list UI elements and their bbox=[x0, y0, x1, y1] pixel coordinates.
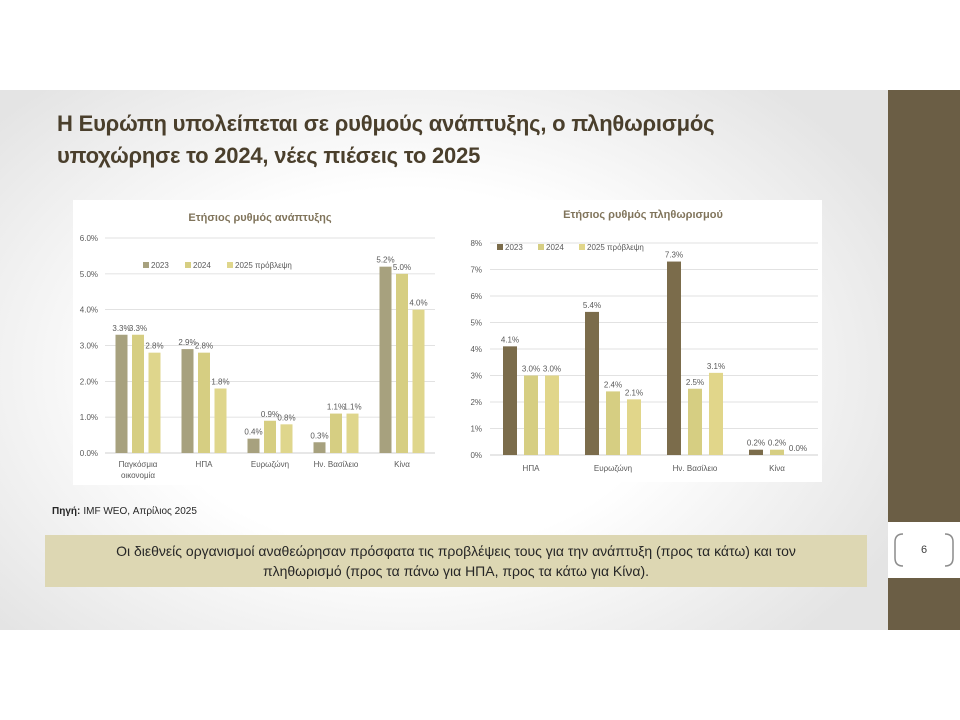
growth-chart bbox=[73, 200, 437, 485]
inflation-ytick-label-4: 4% bbox=[470, 345, 482, 354]
growth-bar-s2-c2 bbox=[281, 424, 293, 453]
inflation-ytick-label-1: 1% bbox=[470, 424, 482, 434]
growth-legend-label-2: 2025 πρόβλεψη bbox=[235, 261, 292, 270]
inflation-data-label-s2-c2: 3.1% bbox=[706, 361, 726, 371]
growth-bar-s2-c1 bbox=[215, 389, 227, 454]
growth-data-label-s0-c4: 5.2% bbox=[376, 255, 395, 265]
growth-data-label-s0-c0: 3.3% bbox=[112, 323, 131, 333]
growth-legend-swatch-1 bbox=[185, 262, 191, 268]
inflation-data-label-s2-c3: 0.0% bbox=[788, 444, 808, 453]
inflation-category-label-0: ΗΠΑ bbox=[522, 464, 540, 473]
inflation-legend-label-0: 2023 bbox=[505, 243, 523, 252]
growth-bar-s0-c4 bbox=[380, 267, 392, 453]
inflation-legend-swatch-1 bbox=[538, 244, 544, 250]
growth-data-label-s1-c0: 3.3% bbox=[128, 323, 148, 333]
page-number-area bbox=[888, 522, 960, 578]
growth-ytick-label-6: 6.0% bbox=[79, 234, 98, 243]
inflation-data-label-s1-c0: 3.0% bbox=[521, 364, 541, 374]
inflation-ytick-label-3: 3% bbox=[470, 371, 482, 381]
growth-category-label-0: Παγκόσμια οικονομία bbox=[118, 460, 158, 480]
inflation-bar-s1-c2 bbox=[688, 389, 702, 455]
growth-bar-s1-c0 bbox=[132, 335, 144, 453]
growth-ytick-label-0: 0.0% bbox=[79, 449, 98, 458]
inflation-legend-swatch-2 bbox=[579, 244, 585, 250]
inflation-bar-s2-c1 bbox=[627, 399, 641, 455]
growth-data-label-s2-c3: 1.1% bbox=[343, 402, 362, 412]
growth-data-label-s0-c1: 2.9% bbox=[178, 338, 197, 348]
inflation-ytick-label-6: 6% bbox=[470, 292, 482, 301]
inflation-category-label-2: Ην. Βασίλειο bbox=[672, 464, 718, 473]
inflation-data-label-s2-c0: 3.0% bbox=[542, 364, 562, 374]
growth-data-label-s1-c2: 0.9% bbox=[260, 409, 280, 419]
growth-bar-s2-c4 bbox=[413, 310, 425, 453]
growth-category-label-2: Ευρωζώνη bbox=[250, 460, 290, 469]
source-text: IMF WEO, Απρίλιος 2025 bbox=[83, 506, 197, 517]
growth-ytick-label-5: 5.0% bbox=[79, 269, 98, 279]
growth-data-label-s1-c4: 5.0% bbox=[392, 262, 412, 272]
inflation-ytick-label-2: 2% bbox=[470, 398, 482, 407]
growth-ytick-label-2: 2.0% bbox=[79, 377, 98, 387]
growth-data-label-s2-c2: 0.8% bbox=[277, 413, 296, 423]
growth-data-label-s1-c3: 1.1% bbox=[326, 402, 346, 412]
growth-chart-svg bbox=[73, 200, 437, 485]
callout-line-2: πληθωρισμό (προς τα πάνω για ΗΠΑ, προς τα κάτω για Κίνα). bbox=[262, 563, 650, 579]
growth-bar-s1-c2 bbox=[264, 421, 276, 453]
inflation-chart-svg bbox=[458, 200, 822, 482]
inflation-bar-s0-c3 bbox=[749, 450, 763, 455]
inflation-ytick-label-7: 7% bbox=[470, 265, 482, 275]
growth-bar-s2-c3 bbox=[347, 414, 359, 453]
inflation-legend-label-2: 2025 πρόβλεψη bbox=[587, 243, 644, 252]
inflation-ytick-label-0: 0% bbox=[470, 451, 482, 460]
growth-legend-label-0: 2023 bbox=[151, 261, 169, 270]
inflation-bar-s0-c0 bbox=[503, 346, 517, 455]
growth-category-label-1: ΗΠΑ bbox=[195, 460, 213, 469]
page-number: 6 bbox=[920, 544, 928, 556]
inflation-bar-s0-c2 bbox=[667, 262, 681, 455]
inflation-legend-label-1: 2024 bbox=[546, 243, 564, 252]
growth-chart-title: Ετήσιος ρυθμός ανάπτυξης bbox=[188, 212, 332, 224]
inflation-data-label-s1-c2: 2.5% bbox=[685, 377, 705, 387]
growth-ytick-label-3: 3.0% bbox=[79, 341, 98, 351]
growth-data-label-s2-c0: 2.8% bbox=[145, 341, 164, 351]
source-label: Πηγή: bbox=[52, 506, 81, 517]
growth-data-label-s1-c1: 2.8% bbox=[194, 341, 214, 351]
inflation-chart bbox=[458, 200, 822, 482]
inflation-data-label-s2-c1: 2.1% bbox=[624, 388, 644, 398]
inflation-ytick-label-5: 5% bbox=[470, 318, 482, 328]
callout-box bbox=[45, 535, 867, 587]
inflation-bar-s1-c1 bbox=[606, 391, 620, 455]
source-note bbox=[52, 506, 197, 517]
growth-bar-s1-c1 bbox=[198, 353, 210, 453]
callout-line-1: Οι διεθνείς οργανισμοί αναθεώρησαν πρόσφατα τις προβλέψεις τους για την ανάπτυξη (προς τα κάτω) και τον bbox=[116, 543, 796, 559]
inflation-data-label-s0-c0: 4.1% bbox=[500, 335, 520, 345]
growth-bar-s0-c1 bbox=[182, 349, 194, 453]
slide-title-line-2: υποχώρησε το 2024, νέες πιέσεις το 2025 bbox=[57, 143, 481, 168]
inflation-data-label-s0-c3: 0.2% bbox=[746, 438, 766, 448]
growth-ytick-label-4: 4.0% bbox=[79, 305, 98, 315]
inflation-data-label-s0-c2: 7.3% bbox=[664, 250, 684, 260]
growth-bar-s2-c0 bbox=[149, 353, 161, 453]
growth-legend-swatch-0 bbox=[143, 262, 149, 268]
inflation-chart-title: Ετήσιος ρυθμός πληθωρισμού bbox=[563, 209, 723, 221]
inflation-data-label-s0-c1: 5.4% bbox=[582, 300, 602, 310]
growth-data-label-s0-c3: 0.3% bbox=[310, 431, 329, 441]
inflation-ytick-label-8: 8% bbox=[470, 239, 482, 248]
growth-bar-s1-c4 bbox=[396, 274, 408, 453]
growth-bar-s0-c0 bbox=[116, 335, 128, 453]
inflation-bar-s2-c2 bbox=[709, 373, 723, 455]
inflation-legend-swatch-0 bbox=[497, 244, 503, 250]
growth-bar-s0-c3 bbox=[314, 442, 326, 453]
growth-data-label-s0-c2: 0.4% bbox=[244, 427, 263, 437]
inflation-category-label-3: Κίνα bbox=[769, 464, 785, 473]
slide-title bbox=[57, 108, 714, 172]
growth-bar-s0-c2 bbox=[248, 439, 260, 453]
growth-ytick-label-1: 1.0% bbox=[79, 413, 98, 423]
growth-data-label-s2-c4: 4.0% bbox=[409, 298, 428, 308]
inflation-data-label-s1-c1: 2.4% bbox=[603, 380, 623, 390]
inflation-bar-s0-c1 bbox=[585, 312, 599, 455]
growth-category-label-3: Ην. Βασίλειο bbox=[313, 460, 359, 469]
growth-category-label-4: Κίνα bbox=[394, 460, 410, 469]
inflation-data-label-s1-c3: 0.2% bbox=[767, 438, 787, 448]
inflation-category-label-1: Ευρωζώνη bbox=[593, 464, 633, 473]
growth-legend-swatch-2 bbox=[227, 262, 233, 268]
inflation-bar-s2-c0 bbox=[545, 376, 559, 456]
growth-legend-label-1: 2024 bbox=[193, 261, 211, 270]
slide-title-line-1: Η Ευρώπη υπολείπεται σε ρυθμούς ανάπτυξης, ο πληθωρισμός bbox=[57, 111, 715, 136]
inflation-bar-s1-c3 bbox=[770, 450, 784, 455]
growth-data-label-s2-c1: 1.8% bbox=[211, 377, 230, 387]
inflation-bar-s1-c0 bbox=[524, 376, 538, 456]
growth-bar-s1-c3 bbox=[330, 414, 342, 453]
